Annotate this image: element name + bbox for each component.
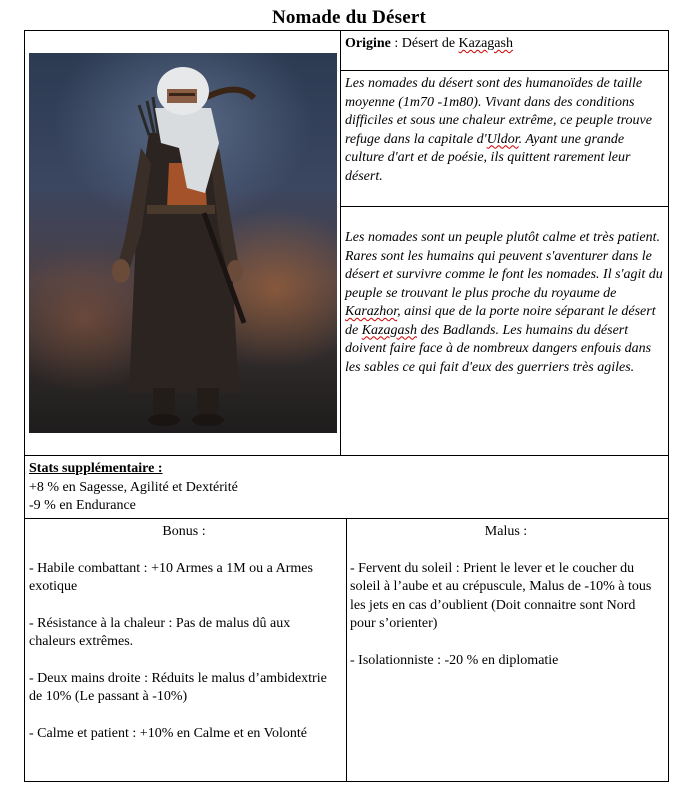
origin-separator: :: [390, 36, 402, 51]
divider-bonus-malus: [346, 518, 347, 782]
origin-label: Origine: [345, 36, 391, 51]
malus-item: - Isolationniste : -20 % en diplomatie: [350, 652, 559, 668]
stats-line: -9 % en Endurance: [29, 498, 136, 513]
divider-image-column: [340, 30, 341, 456]
description-paragraph-2: [345, 229, 665, 377]
stats-heading: Stats supplémentaire :: [29, 461, 163, 476]
divider-desc: [340, 206, 669, 207]
origin-cell: [345, 35, 663, 54]
origin-place: Kazagash: [458, 36, 513, 51]
place-karazhor: Karazhor: [345, 304, 398, 319]
bonus-item: - Habile combattant : +10 Armes a 1M ou a Armes exotique: [29, 560, 313, 594]
bonus-heading: Bonus :: [162, 524, 206, 539]
bonus-cell: [29, 523, 339, 743]
table-border-top: [24, 30, 669, 31]
bonus-item: - Deux mains droite : Réduits le malus d’ambidextrie de 10% (Le passant à -10%): [29, 670, 327, 704]
desert-nomad-illustration: [29, 53, 337, 433]
stats-cell: [29, 460, 659, 516]
place-uldor: Uldor: [486, 131, 519, 147]
page-title: Nomade du Désert: [271, 7, 427, 28]
table-border-right: [668, 30, 669, 782]
stats-line: +8 % en Sagesse, Agilité et Dextérité: [29, 479, 238, 495]
description-text: des Badlands. Les humains du désert doivent faire face à de nombreux dangers enfouis dans les sables ce qui fait d'eux des guerriers très agiles.: [345, 322, 652, 375]
malus-item: - Fervent du soleil : Prient le lever et le coucher du soleil à l’aube et au crépuscule, Malus de -10% à tous les jets en cas d’oublient (Doit connaitre sont Nord pour s’orienter): [350, 560, 652, 631]
description-paragraph-1: [345, 75, 665, 186]
origin-value-prefix: Désert de: [401, 36, 459, 51]
nomad-figure-icon: [29, 53, 337, 433]
description-text: , ainsi que de la porte noire séparant le désert de: [345, 304, 656, 338]
divider-origin: [340, 70, 669, 71]
divider-stats: [24, 455, 669, 456]
table-border-left: [24, 30, 25, 782]
description-text: . Ayant une grande culture d'art et de poésie, ils quittent rarement leur désert.: [345, 131, 631, 184]
description-text: Les nomades sont un peuple plutôt calme et très patient. Rares sont les humains qui peuvent s'aventurer dans le désert et survivre comme le font les nomades. Il s'agit du peuple se trouvant le plus proche du royaume de: [345, 230, 663, 301]
bonus-item: - Résistance à la chaleur : Pas de malus dû aux chaleurs extrêmes.: [29, 615, 291, 649]
malus-cell: [350, 523, 662, 670]
malus-heading: Malus :: [484, 524, 528, 539]
description-text: Les nomades du désert sont des humanoïdes de taille moyenne (1m70 -1m80). Vivant dans des conditions difficiles et sous une chaleur extrême, ce peuple trouve refuge dans la capitale d': [345, 76, 652, 147]
bonus-item: - Calme et patient : +10% en Calme et en Volonté: [29, 725, 307, 741]
place-kazagash: Kazagash: [361, 322, 417, 338]
